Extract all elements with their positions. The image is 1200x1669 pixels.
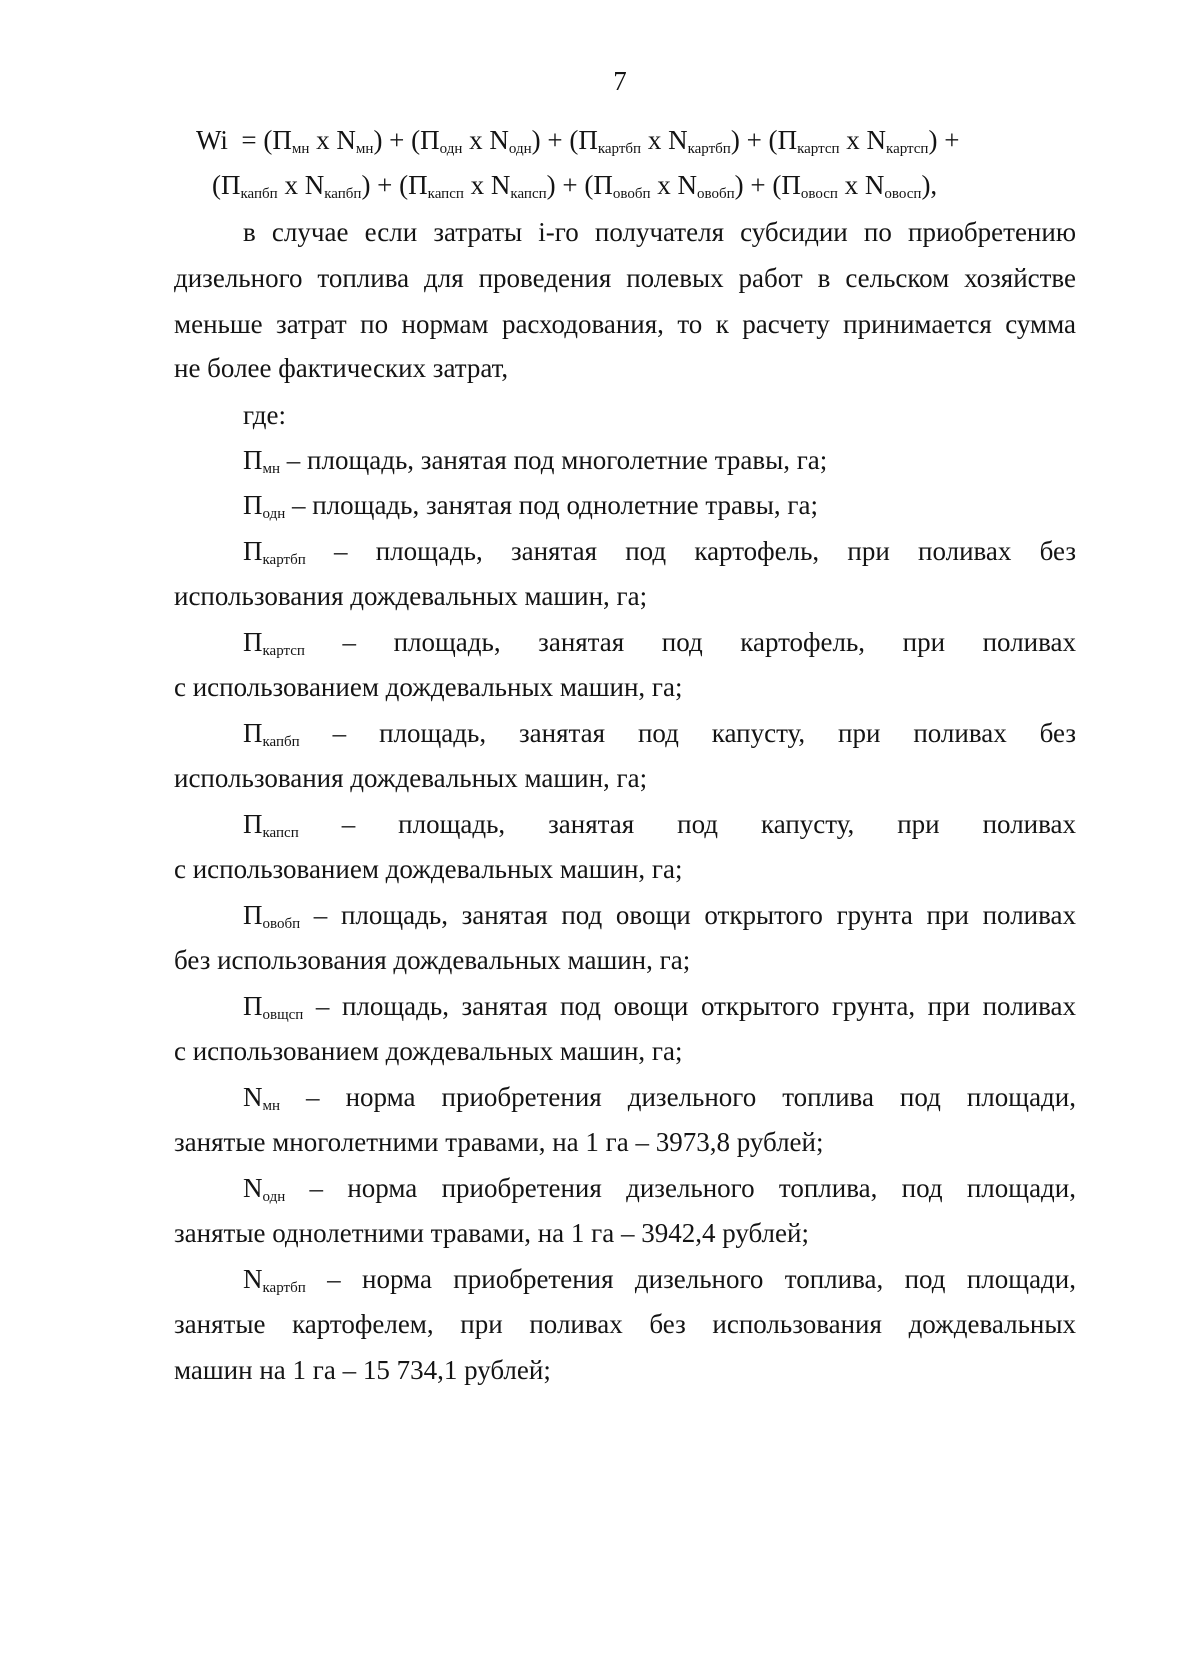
definition-continuation: занятые однолетними травами, на 1 га – 3942,4 рублей;	[174, 1218, 809, 1248]
definition-continuation: использования дождевальных машин, га;	[174, 763, 648, 793]
formula-term: $П_{одн}$ х $N_{одн}$) + (	[420, 125, 579, 157]
definition-continuation: с использованием дождевальных машин, га;	[174, 672, 683, 702]
formula-term: $П_{картсп}$ х $N_{картсп}$) +	[777, 125, 960, 157]
formula-term: $П_{картбп}$ х $N_{картбп}$) + (	[578, 125, 778, 157]
page-number: 7	[613, 66, 627, 96]
definition-item: $N_{картбп}$ – норма приобретения дизельного топлива, под площади,	[243, 1264, 1076, 1296]
definition-continuation: без использования дождевальных машин, га;	[174, 945, 691, 975]
definition-item: $N_{мн}$ – норма приобретения дизельного топлива под площади,	[243, 1082, 1076, 1114]
definition-item: $П_{капбп}$ – площадь, занятая под капусту, при поливах без	[243, 718, 1076, 750]
formula-line-2: ($П_{капбп}$ х $N_{капбп}) + (П_{капсп}$ х $N_{капсп}) + (П_{овобп}$ х $N_{овобп}) + (П_{овосп}$ х $N_{овосп}$),	[212, 170, 938, 202]
definition-continuation: с использованием дождевальных машин, га;	[174, 1036, 683, 1066]
formula-term: $П_{капсп}$ х $N_{капсп}$) + (	[408, 170, 594, 202]
definition-continuation: с использованием дождевальных машин, га;	[174, 854, 683, 884]
condition-paragraph-line: меньше затрат по нормам расходования, то к расчету принимается сумма	[174, 309, 1076, 339]
definition-continuation: машин на 1 га – 15 734,1 рублей;	[174, 1355, 551, 1385]
formula-lhs: Wi	[196, 125, 228, 155]
formula-term: $П_{мн}$ х $N_{мн}$) + (	[272, 125, 421, 157]
condition-paragraph-line: дизельного топлива для проведения полевых работ в сельском хозяйстве	[174, 263, 1076, 293]
formula-term: $П_{капбп}$ х $N_{капбп}$) + (	[221, 170, 409, 202]
formula-term: $П_{овосп}$ х $N_{овосп}$),	[781, 170, 938, 202]
definition-continuation: использования дождевальных машин, га;	[174, 581, 648, 611]
where-label: где:	[243, 400, 286, 430]
definition-item: $П_{капсп}$ – площадь, занятая под капусту, при поливах	[243, 809, 1076, 841]
definition-item: $П_{овобп}$ – площадь, занятая под овощи открытого грунта при поливах	[243, 900, 1076, 932]
definition-item: $П_{мн}$ – площадь, занятая под многолетние травы, га;	[243, 445, 828, 477]
formula-line-1	[196, 124, 959, 156]
definition-item: $П_{картсп}$ – площадь, занятая под картофель, при поливах	[243, 627, 1076, 659]
definition-continuation: занятые картофелем, при поливах без использования дождевальных	[174, 1309, 1076, 1339]
definition-item: $П_{овщсп}$ – площадь, занятая под овощи открытого грунта, при поливах	[243, 991, 1076, 1023]
formula-term: $П_{овобп}$ х $N_{овобп}$) + (	[593, 170, 782, 202]
definition-continuation: занятые многолетними травами, на 1 га – 3973,8 рублей;	[174, 1127, 824, 1157]
definition-item: $N_{одн}$ – норма приобретения дизельного топлива, под площади,	[243, 1173, 1076, 1205]
condition-paragraph-line: в случае если затраты i-го получателя субсидии по приобретению	[243, 217, 1076, 247]
definition-item: $П_{картбп}$ – площадь, занятая под картофель, при поливах без	[243, 536, 1076, 568]
condition-paragraph-line: не более фактических затрат,	[174, 353, 509, 383]
definition-item: $П_{одн}$ – площадь, занятая под однолетние травы, га;	[243, 490, 818, 522]
formula-eq: = (	[241, 125, 273, 155]
